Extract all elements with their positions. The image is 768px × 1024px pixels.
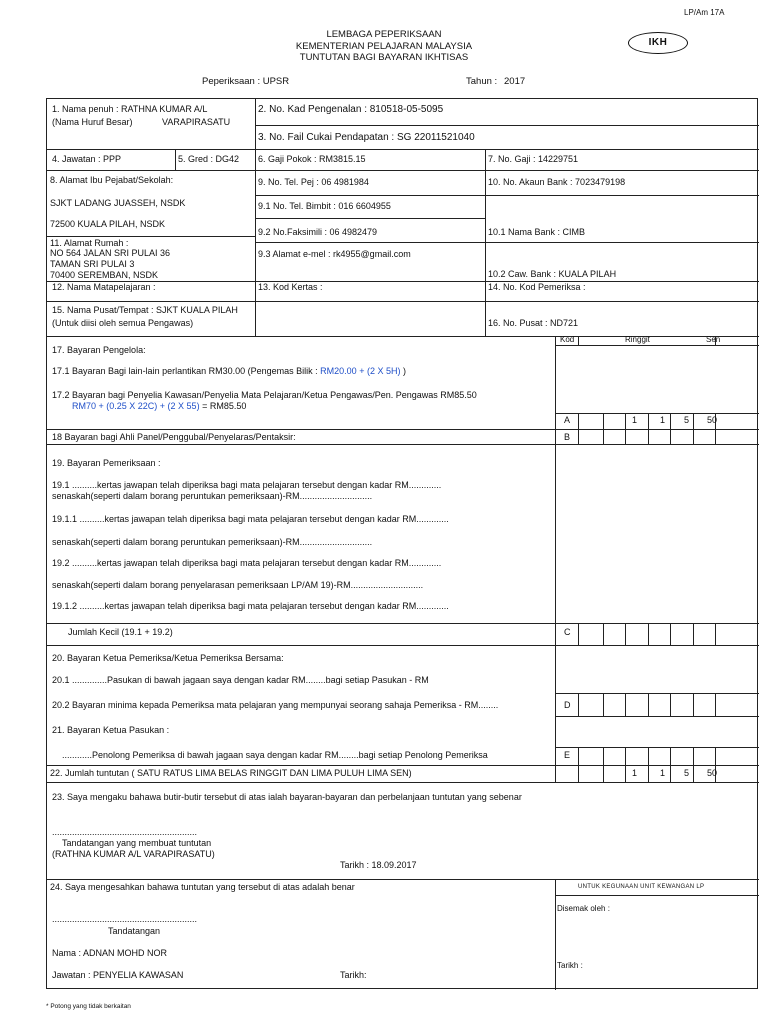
s19-1-1-b: senaskah(seperti dalam borang peruntukan pemeriksaan)-RM............................. xyxy=(52,537,373,547)
field-9-phone: 9. No. Tel. Pej : 06 4981984 xyxy=(258,177,369,187)
s24-dots: .......................................................... xyxy=(52,914,198,924)
s21-line: ............Penolong Pemeriksa di bawah jagaan saya dengan kadar RM........bagi setiap Penolong Pemeriksa xyxy=(62,750,488,760)
code-b: B xyxy=(564,432,571,442)
s24-sig-label: Tandatangan xyxy=(108,926,161,936)
s19-title: 19. Bayaran Pemeriksaan : xyxy=(52,458,161,468)
field-13-paper: 13. Kod Kertas : xyxy=(258,282,323,292)
field-1-note: (Nama Huruf Besar) xyxy=(52,117,133,127)
field-11-home: 11. Alamat Rumah : xyxy=(50,238,129,248)
form-code: LP/Am 17A xyxy=(684,8,725,17)
field-1-name-cont: VARAPIRASATU xyxy=(162,117,231,127)
s23-claimant-name: (RATHNA KUMAR A/L VARAPIRASATU) xyxy=(52,849,215,859)
amount-a-digit-2: 1 xyxy=(660,415,666,425)
code-d: D xyxy=(564,700,571,710)
header-line-3: TUNTUTAN BAGI BAYARAN IKHTISAS xyxy=(299,52,469,63)
s19-1-a: 19.1 ..........kertas jawapan telah diperiksa bagi mata pelajaran tersebut dengan kadar RM............. xyxy=(52,480,442,490)
s22-total: 22. Jumlah tuntutan ( SATU RATUS LIMA BELAS RINGGIT DAN LIMA PULUH LIMA SEN) xyxy=(50,768,412,778)
col-kod: Kod xyxy=(560,335,575,344)
field-8-office: 8. Alamat Ibu Pejabat/Sekolah: xyxy=(50,175,174,185)
s23-sig-label: Tandatangan yang membuat tuntutan xyxy=(62,838,212,848)
field-5-grade: 5. Gred : DG42 xyxy=(178,154,240,164)
total-digit-3: 5 xyxy=(684,768,690,778)
field-2-ic: 2. No. Kad Pengenalan : 810518-05-5095 xyxy=(258,104,444,115)
header-line-2: KEMENTERIAN PELAJARAN MALAYSIA xyxy=(295,41,473,52)
field-9-1-mobile: 9.1 No. Tel. Bimbit : 016 6604955 xyxy=(258,201,391,211)
field-10-account: 10. No. Akaun Bank : 7023479198 xyxy=(488,177,626,187)
field-15-note: (Untuk diisi oleh semua Pengawas) xyxy=(52,318,194,328)
s23-date: Tarikh : 18.09.2017 xyxy=(340,860,417,870)
s19-subtotal: Jumlah Kecil (19.1 + 19.2) xyxy=(68,627,173,637)
s20-1: 20.1 ..............Pasukan di bawah jagaan saya dengan kadar RM........bagi setiap Pasukan - RM xyxy=(52,675,429,685)
office-checked: Disemak oleh : xyxy=(557,904,610,913)
s17-2: 17.2 Bayaran bagi Penyelia Kawasan/Penyelia Mata Pelajaran/Ketua Pengawas/Pen. Pengawas RM85.50 xyxy=(52,390,477,400)
s23-declaration: 23. Saya mengaku bahawa butir-butir tersebut di atas ialah bayaran-bayaran dan perbelanjaan tuntutan yang sebenar xyxy=(52,792,522,802)
code-c: C xyxy=(564,627,571,637)
field-6-salary: 6. Gaji Pokok : RM3815.15 xyxy=(258,154,366,164)
year-label: Tahun : xyxy=(466,76,498,87)
s24-name: Nama : ADNAN MOHD NOR xyxy=(52,948,168,958)
field-12-subject: 12. Nama Matapelajaran : xyxy=(52,282,156,292)
s17-1: 17.1 Bayaran Bagi lain-lain perlantikan RM30.00 (Pengemas Bilik : RM20.00 + (2 X 5H) ) xyxy=(52,366,406,376)
field-16-centre-no: 16. No. Pusat : ND721 xyxy=(488,318,579,328)
amount-a-digit-3: 5 xyxy=(684,415,690,425)
s19-1-2-a: 19.1.2 ..........kertas jawapan telah diperiksa bagi mata pelajaran tersebut dengan kadar RM............. xyxy=(52,601,449,611)
field-11-line-1: NO 564 JALAN SRI PULAI 36 xyxy=(50,248,171,258)
s17-title: 17. Bayaran Pengelola: xyxy=(52,345,146,355)
s24-post: Jawatan : PENYELIA KAWASAN xyxy=(52,970,184,980)
total-digit-1: 1 xyxy=(632,768,638,778)
exam-label: Peperiksaan : UPSR xyxy=(202,76,290,87)
field-1-name: 1. Nama penuh : RATHNA KUMAR A/L xyxy=(52,104,208,114)
header-line-1: LEMBAGA PEPERIKSAAN xyxy=(326,29,442,40)
field-15-centre: 15. Nama Pusat/Tempat : SJKT KUALA PILAH xyxy=(52,305,238,315)
total-digit-2: 1 xyxy=(660,768,666,778)
total-sen: 50 xyxy=(707,768,718,778)
field-8-line-1: SJKT LADANG JUASSEH, NSDK xyxy=(50,198,186,208)
office-title: UNTUK KEGUNAAN UNIT KEWANGAN LP xyxy=(578,884,705,890)
field-8-line-2: 72500 KUALA PILAH, NSDK xyxy=(50,219,166,229)
field-10-2-branch: 10.2 Caw. Bank : KUALA PILAH xyxy=(488,269,617,279)
s21-title: 21. Bayaran Ketua Pasukan : xyxy=(52,725,170,735)
code-e: E xyxy=(564,750,571,760)
s19-1-b: senaskah(seperti dalam borang peruntukan pemeriksaan)-RM............................. xyxy=(52,491,373,501)
office-date: Tarikh : xyxy=(557,961,583,970)
footnote: * Potong yang tidak berkaitan xyxy=(46,1003,131,1010)
s20-2: 20.2 Bayaran minima kepada Pemeriksa mata pelajaran yang mempunyai seorang sahaja Pemeriksa - RM........ xyxy=(52,700,499,710)
s20-title: 20. Bayaran Ketua Pemeriksa/Ketua Pemeriksa Bersama: xyxy=(52,653,284,663)
year-value: 2017 xyxy=(504,76,526,87)
field-9-2-fax: 9.2 No.Faksimili : 06 4982479 xyxy=(258,227,378,237)
s24-date: Tarikh: xyxy=(340,970,367,980)
col-sen: Sen xyxy=(706,335,721,344)
amount-a-sen: 50 xyxy=(707,415,718,425)
s18-label: 18 Bayaran bagi Ahli Panel/Penggubal/Penyelaras/Pentaksir: xyxy=(52,432,296,442)
field-14-examiner: 14. No. Kod Pemeriksa : xyxy=(488,282,586,292)
field-11-line-2: TAMAN SRI PULAI 3 xyxy=(50,259,135,269)
field-9-3-email: 9.3 Alamat e-mel : rk4955@gmail.com xyxy=(258,249,411,259)
s17-2-calc: RM70 + (0.25 X 22C) + (2 X 55) = RM85.50 xyxy=(72,401,247,411)
field-4-post: 4. Jawatan : PPP xyxy=(52,154,122,164)
s19-2-b: senaskah(seperti dalam borang penyelarasan pemeriksaan LP/AM 19)-RM............................. xyxy=(52,580,424,590)
field-11-line-3: 70400 SEREMBAN, NSDK xyxy=(50,270,159,280)
amount-a-digit-1: 1 xyxy=(632,415,638,425)
s19-2-a: 19.2 ..........kertas jawapan telah diperiksa bagi mata pelajaran tersebut dengan kadar RM............. xyxy=(52,558,442,568)
col-ringgit: Ringgit xyxy=(625,335,650,344)
s19-1-1-a: 19.1.1 ..........kertas jawapan telah diperiksa bagi mata pelajaran tersebut dengan kadar RM............. xyxy=(52,514,449,524)
s23-dots: .......................................................... xyxy=(52,827,198,837)
field-7-salary-no: 7. No. Gaji : 14229751 xyxy=(488,154,579,164)
s24-certify: 24. Saya mengesahkan bahawa tuntutan yang tersebut di atas adalah benar xyxy=(50,882,355,892)
field-10-1-bank: 10.1 Nama Bank : CIMB xyxy=(488,227,586,237)
ikh-badge: IKH xyxy=(628,32,688,54)
code-a: A xyxy=(564,415,571,425)
field-3-tax: 3. No. Fail Cukai Pendapatan : SG 22011521040 xyxy=(258,132,475,143)
